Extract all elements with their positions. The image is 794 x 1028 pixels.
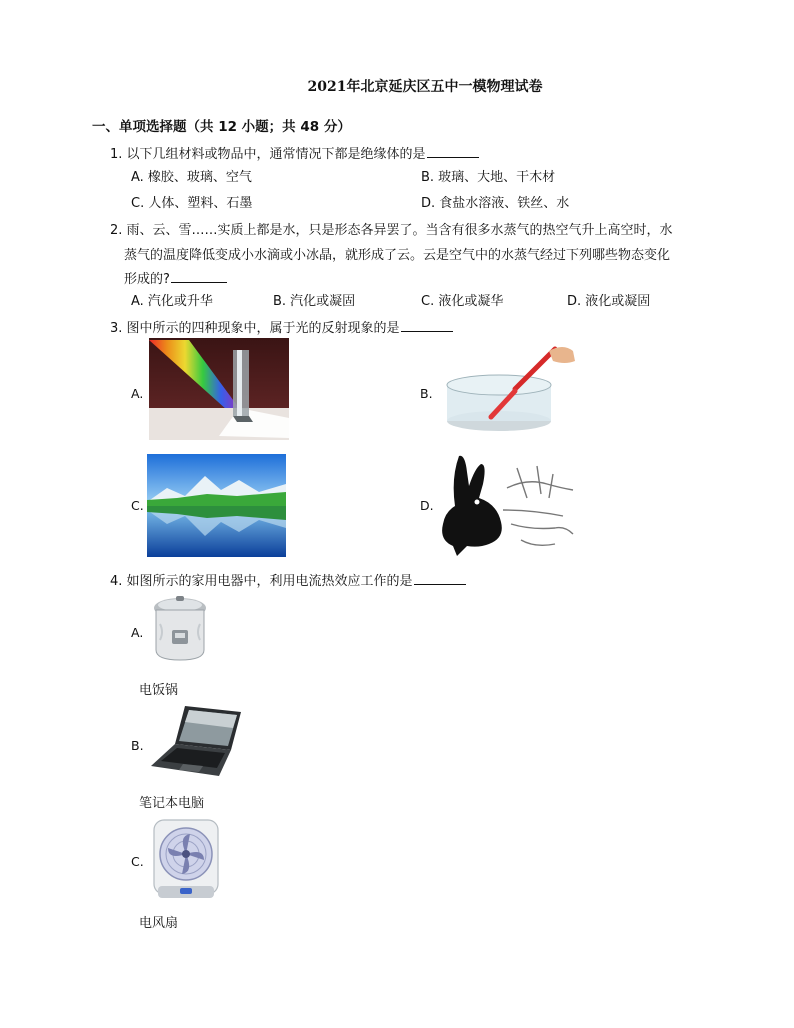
question-3-stem	[110, 317, 453, 336]
question-4-option-b-caption: 笔记本电脑	[139, 796, 205, 811]
answer-blank[interactable]	[171, 270, 227, 283]
question-1-text: 1. 以下几组材料或物品中，通常情况下都是绝缘体的是	[110, 147, 426, 162]
question-4-text: 4. 如图所示的家用电器中，利用电流热效应工作的是	[110, 574, 413, 589]
mountain-lake-reflection-image	[147, 454, 286, 557]
rice-cooker-image	[150, 594, 210, 666]
question-3-option-d-label: D.	[420, 498, 434, 513]
box-fan-image	[150, 818, 222, 902]
question-3-option-a-label: A.	[131, 386, 144, 401]
question-2-option-d: D. 液化或凝固	[567, 294, 651, 309]
question-2-line-3-text: 形成的?	[124, 272, 170, 287]
laptop-image	[149, 704, 243, 780]
question-2-option-a: A. 汽化或升华	[131, 294, 213, 309]
question-2-line-3	[124, 268, 227, 287]
question-2-option-c: C. 液化或凝华	[421, 294, 504, 309]
pencil-in-water-image	[437, 341, 575, 437]
question-1-option-a: A. 橡胶、玻璃、空气	[131, 170, 252, 185]
answer-blank[interactable]	[427, 145, 479, 158]
question-1-stem	[110, 143, 479, 162]
question-4-option-c-caption: 电风扇	[139, 916, 179, 931]
section-heading: 一、单项选择题（共 12 小题；共 48 分）	[92, 119, 351, 135]
question-4-option-c-label: C.	[131, 854, 144, 869]
question-4-option-a-label: A.	[131, 625, 144, 640]
question-1-option-c: C. 人体、塑料、石墨	[131, 196, 253, 211]
question-4-stem	[110, 570, 466, 589]
question-3-option-b-label: B.	[420, 386, 433, 401]
question-2-line-1: 2. 雨、云、雪……实质上都是水，只是形态各异罢了。当含有很多水蒸气的热空气升上高空时，水	[110, 223, 673, 238]
answer-blank[interactable]	[401, 319, 453, 332]
question-3-text: 3. 图中所示的四种现象中，属于光的反射现象的是	[110, 321, 400, 336]
answer-blank[interactable]	[414, 572, 466, 585]
question-4-option-b-label: B.	[131, 738, 144, 753]
question-1-option-b: B. 玻璃、大地、干木材	[421, 170, 556, 185]
question-4-option-a-caption: 电饭锅	[139, 683, 179, 698]
page-title: 2021年北京延庆区五中一模物理试卷	[307, 79, 543, 95]
question-2-option-b: B. 汽化或凝固	[273, 294, 356, 309]
prism-dispersion-image	[149, 338, 289, 440]
question-3-option-c-label: C.	[131, 498, 144, 513]
question-1-option-d: D. 食盐水溶液、铁丝、水	[421, 196, 570, 211]
question-2-line-2: 蒸气的温度降低变成小水滴或小冰晶，就形成了云。云是空气中的水蒸气经过下列哪些物态变化	[124, 248, 671, 263]
hand-shadow-rabbit-image	[437, 452, 577, 556]
